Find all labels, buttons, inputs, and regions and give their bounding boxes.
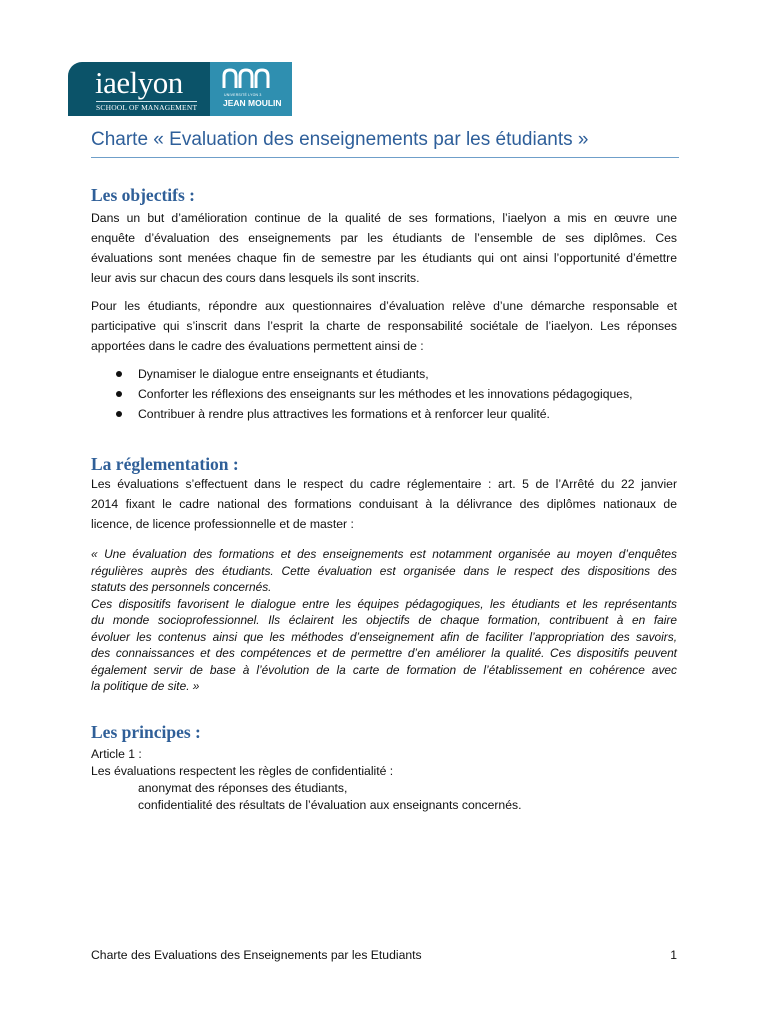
text-line: Pour les étudiants, répondre aux questionnaires d’évaluation relève d’une démarche responsable et <box>91 299 677 313</box>
logo-subtitle: SCHOOL OF MANAGEMENT <box>96 103 198 112</box>
page-number: 1 <box>670 948 677 962</box>
text-line: licence, de licence professionnelle et de master : <box>91 517 354 531</box>
quote-line: également servir de base à l’évolution de la carte de formation de l’établissement en cohérence avec <box>91 662 677 677</box>
logo-university-small: UNIVERSITÉ LYON 3 <box>224 93 262 97</box>
article-item: anonymat des réponses des étudiants, <box>138 781 348 795</box>
text-line: Les évaluations s’effectuent dans le respect du cadre réglementaire : art. 5 de l’Arrêté du 22 janvier <box>91 477 677 491</box>
quote-line: statuts des personnels concernés. <box>91 580 272 594</box>
bullet-icon <box>116 411 122 417</box>
section-heading-principes: Les principes : <box>91 722 201 742</box>
logo-university-block <box>210 62 292 116</box>
text-line: Dans un but d’amélioration continue de la qualité de ses formations, l’iaelyon a mis en œuvre une <box>91 211 677 225</box>
list-item <box>91 404 633 424</box>
text-line: enquête d’évaluation des enseignements par les étudiants de l’ensemble de ses diplômes. Ces <box>91 231 677 245</box>
text-line: participative qui s’inscrit dans l’esprit la charte de responsabilité sociétale de l’iaelyon. Les réponses <box>91 319 677 333</box>
text-line: évaluations sont menées chaque fin de semestre par les étudiants qui ont ainsi l’opportunité d’émettre <box>91 251 677 265</box>
list-item <box>91 364 633 384</box>
quote-line: des connaissances et des compétences et de permettre d’en améliorer la qualité. Ces dispositifs peuvent <box>91 646 677 660</box>
article-item: confidentialité des résultats de l’évaluation aux enseignants concernés. <box>138 798 522 812</box>
list-item-text: Conforter les réflexions des enseignants sur les méthodes et les innovations pédagogiques, <box>138 387 633 401</box>
quote-line: du monde socioprofessionnel. Ils éclairent les objectifs de chaque formation, contribuent à en faire <box>91 613 677 627</box>
logo-brand-text: iaelyon <box>95 65 183 100</box>
text-line: apportées dans le cadre des évaluations permettent ainsi de : <box>91 339 424 353</box>
objectifs-paragraph-2 <box>91 296 677 356</box>
article-intro: Les évaluations respectent les règles de confidentialité : <box>91 764 394 778</box>
quote-line: la politique de site. » <box>91 679 200 693</box>
footer-text: Charte des Evaluations des Enseignements par les Etudiants <box>91 948 422 962</box>
article-label: Article 1 : <box>91 747 142 761</box>
regulation-quote <box>91 546 677 695</box>
principes-article <box>91 746 521 814</box>
objectifs-bullet-list <box>91 364 633 424</box>
list-item-text: Contribuer à rendre plus attractives les formations et à renforcer leur qualité. <box>138 407 550 421</box>
section-heading-reglementation: La réglementation : <box>91 454 239 474</box>
quote-line: Ces dispositifs favorisent le dialogue entre les équipes pédagogiques, les étudiants et les représentants <box>91 596 677 611</box>
list-item <box>91 384 633 404</box>
list-item-text: Dynamiser le dialogue entre enseignants et étudiants, <box>138 367 429 381</box>
text-line: 2014 fixant le cadre national des formations conduisant à la délivrance des diplômes nationaux de <box>91 497 677 511</box>
university-mark-icon <box>220 68 280 90</box>
logo-iaelyon-block <box>68 62 210 116</box>
page-footer <box>91 948 677 962</box>
quote-line: « Une évaluation des formations et des enseignements est notamment organisée au moyen d’enquêtes <box>91 547 677 561</box>
reglementation-paragraph <box>91 474 677 534</box>
text-line: leur avis sur chacun des cours dans lesquels ils sont inscrits. <box>91 271 420 285</box>
objectifs-paragraph-1 <box>91 208 677 288</box>
quote-line: évoluer les contenus ainsi que les méthodes d’enseignement afin de faciliter l’appropriation des savoirs, <box>91 629 677 644</box>
logo-university-name: JEAN MOULIN <box>223 98 282 108</box>
quote-line: régulières auprès des étudiants. Cette évaluation est organisée dans le respect des dispositions des <box>91 563 677 578</box>
bullet-icon <box>116 371 122 377</box>
iaelyon-logo <box>68 62 292 116</box>
document-title: Charte « Evaluation des enseignements par les étudiants » <box>91 129 679 158</box>
section-heading-objectifs: Les objectifs : <box>91 185 196 205</box>
bullet-icon <box>116 391 122 397</box>
